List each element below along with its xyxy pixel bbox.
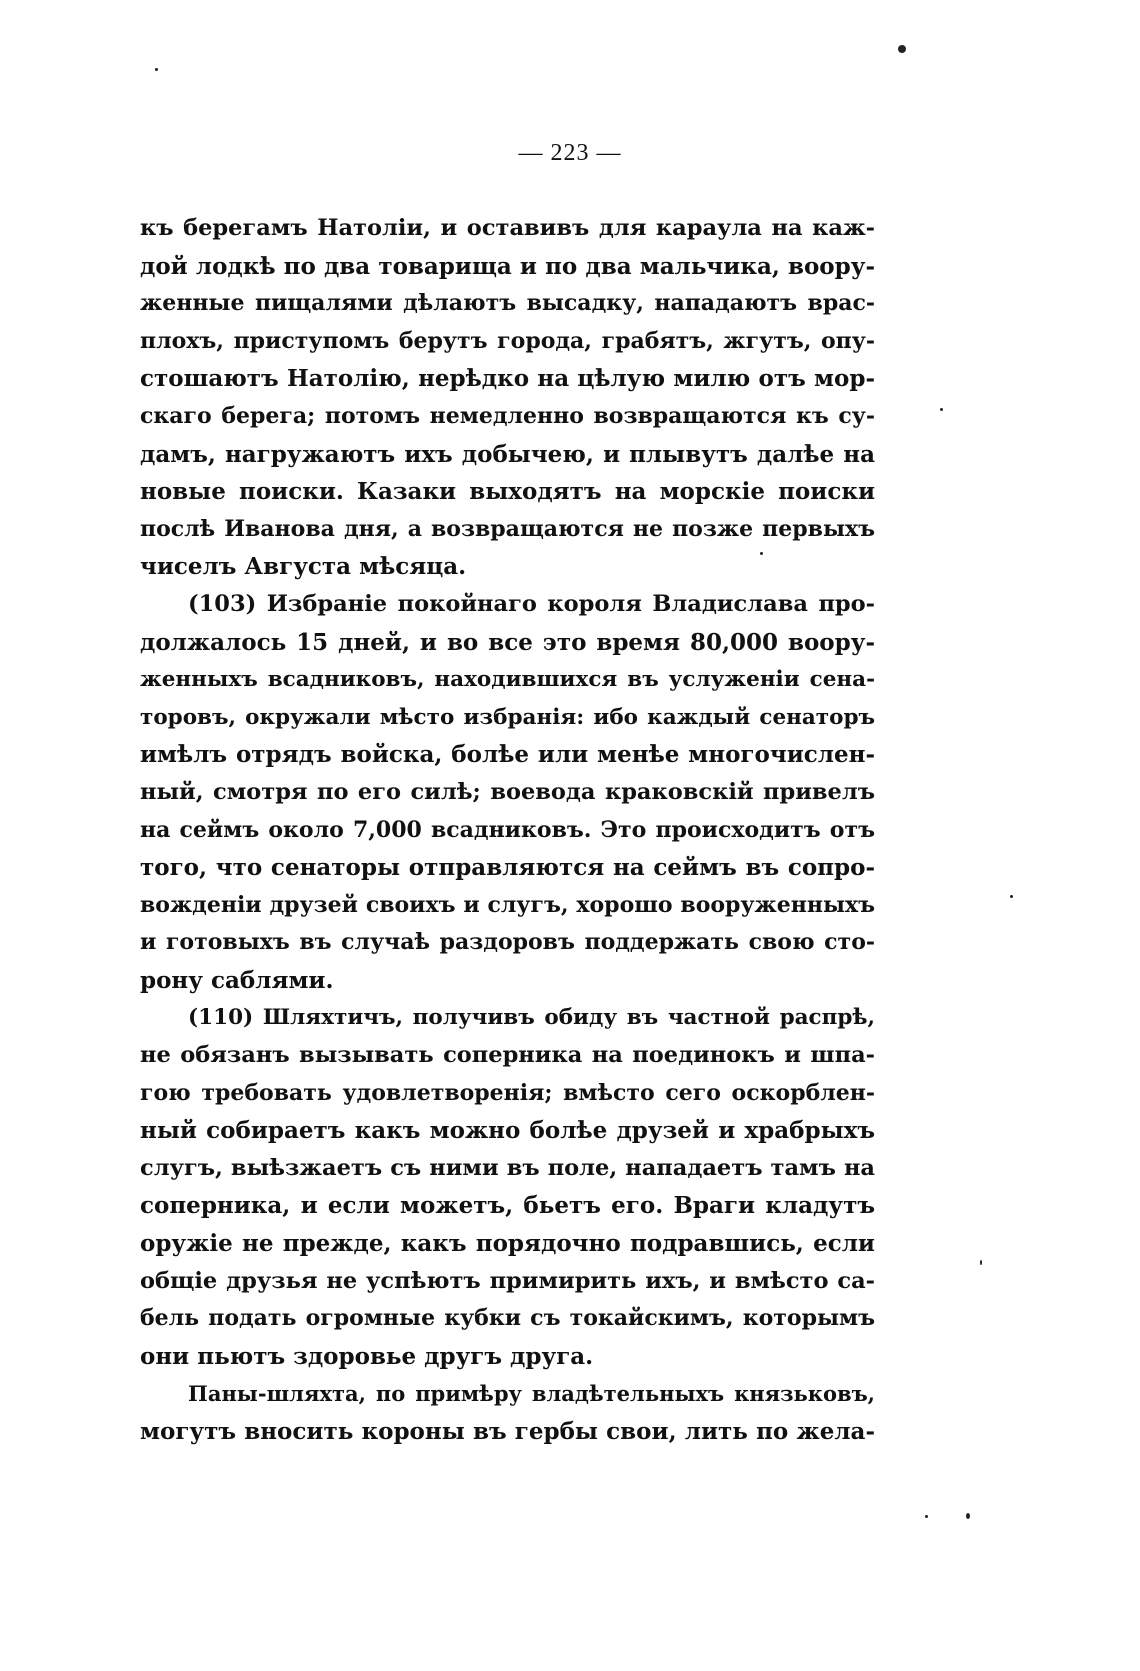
- scan-speck: [898, 45, 906, 53]
- body-text: [140, 210, 875, 1451]
- text-line: рону саблями.: [140, 966, 334, 994]
- text-line: дой лодкѣ по два товарища и по два мальчика, воору-: [140, 252, 875, 280]
- scan-speck: [760, 552, 763, 555]
- page-number: — 223 —: [518, 140, 622, 166]
- text-line: женныхъ всадниковъ, находившихся въ услуженіи сена-: [140, 667, 875, 693]
- text-line: къ берегамъ Натоліи, и оставивъ для караула на каж-: [140, 215, 875, 241]
- text-line: имѣлъ отрядъ войска, болѣе или менѣе многочислен-: [140, 741, 875, 769]
- scan-speck: [1010, 895, 1013, 898]
- scan-speck: [980, 1260, 982, 1265]
- text-line: женные пищалями дѣлаютъ высадку, нападаютъ врас-: [140, 290, 875, 317]
- text-line: ный, смотря по его силѣ; воевода краковскій привелъ: [140, 778, 875, 805]
- text-line: послѣ Иванова дня, а возвращаются не позже первыхъ: [140, 515, 875, 542]
- text-line: чиселъ Августа мѣсяца.: [140, 553, 467, 581]
- text-line: общіе друзья не успѣютъ примирить ихъ, и вмѣсто са-: [140, 1267, 875, 1294]
- text-line: должалось 15 дней, и во все это время 80,000 воору-: [140, 628, 875, 656]
- scan-speck: [940, 408, 943, 411]
- text-line: бель подать огромные кубки съ токайскимъ, которымъ: [140, 1305, 875, 1332]
- text-line: вожденіи друзей своихъ и слугъ, хорошо вооруженныхъ: [140, 891, 875, 918]
- text-line: соперника, и если можетъ, бьетъ его. Враги кладутъ: [140, 1192, 875, 1220]
- text-line: Паны-шляхта, по примѣру владѣтельныхъ князьковъ,: [188, 1381, 875, 1407]
- text-line: (110) Шляхтичъ, получивъ обиду въ частной распрѣ,: [188, 1005, 875, 1031]
- text-line: на сеймъ около 7,000 всадниковъ. Это происходитъ отъ: [140, 816, 875, 843]
- text-line: ный собираетъ какъ можно болѣе друзей и храбрыхъ: [140, 1117, 875, 1145]
- scan-speck: [155, 68, 158, 71]
- text-line: новые поиски. Казаки выходятъ на морскіе поиски: [140, 478, 875, 506]
- text-line: слугъ, выѣзжаетъ съ ними въ поле, нападаетъ тамъ на: [140, 1154, 875, 1181]
- scan-speck: [925, 1515, 928, 1518]
- text-line: торовъ, окружали мѣсто избранія: ибо каждый сенаторъ: [140, 704, 875, 730]
- scan-speck: [966, 1513, 970, 1519]
- text-line: того, что сенаторы отправляются на сеймъ въ сопро-: [140, 854, 875, 882]
- text-line: (103) Избраніе покойнаго короля Владислава про-: [188, 590, 875, 617]
- text-line: не обязанъ вызывать соперника на поединокъ и шпа-: [140, 1042, 875, 1069]
- text-line: гою требовать удовлетворенія; вмѣсто сего оскорблен-: [140, 1079, 875, 1106]
- text-line: и готовыхъ въ случаѣ раздоровъ поддержать свою сто-: [140, 929, 875, 956]
- text-line: стошаютъ Натолію, нерѣдко на цѣлую милю отъ мор-: [140, 365, 875, 393]
- text-line: могутъ вносить короны въ гербы свои, лить по жела-: [140, 1418, 875, 1445]
- text-line: плохъ, приступомъ берутъ города, грабятъ, жгутъ, опу-: [140, 327, 875, 354]
- text-line: они пьютъ здоровье другъ друга.: [140, 1342, 594, 1370]
- text-line: оружіе не прежде, какъ порядочно подравшись, если: [140, 1230, 875, 1258]
- text-line: скаго берега; потомъ немедленно возвращаются къ су-: [140, 402, 875, 429]
- text-line: дамъ, нагружаютъ ихъ добычею, и плывутъ далѣе на: [140, 440, 875, 468]
